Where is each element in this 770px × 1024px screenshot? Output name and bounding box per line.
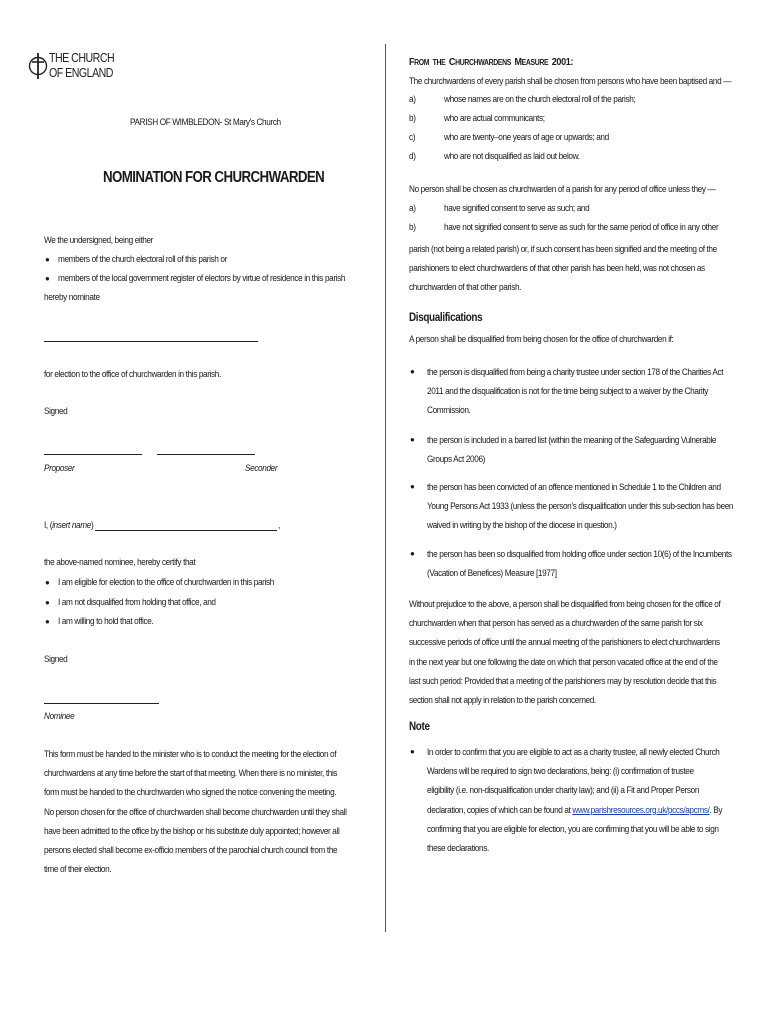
declarant-name-field[interactable] (95, 530, 277, 531)
note-line: In order to confirm that you are eligible to act as a charity trustee, all newly elected Church (427, 747, 720, 758)
church-of-england-logo (28, 50, 138, 86)
paragraph-line: churchwarden when that person has served as a churchwarden of the same parish for six (409, 618, 703, 630)
list-text: whose names are on the church electoral roll of the parish; (444, 94, 636, 105)
item-line: the person has been convicted of an offence mentioned in Schedule 1 to the Children and (427, 482, 721, 493)
footer-line: persons elected shall become ex-officio members of the parochial church council from the (44, 845, 338, 857)
certify-item-3: I am willing to hold that office. (58, 616, 154, 627)
bullet-icon: ● (45, 578, 50, 587)
item-line: 2011 and the disqualification is not for the time being subject to a waiver by the Charity (427, 386, 709, 398)
hereby-nominate: hereby nominate (44, 292, 100, 303)
list-label: c) (409, 132, 416, 143)
nominee-signature-field[interactable] (44, 703, 159, 704)
disqualification-item (427, 478, 733, 536)
footer-line: No person chosen for the office of churchwarden shall become churchwarden until they shall (44, 806, 347, 818)
list-text: who are not disqualified as laid out below. (444, 151, 580, 162)
note-line: Wardens will be required to sign two declarations, being: (i) confirmation of trustee (427, 766, 694, 778)
item-line: the person has been so disqualified from holding office under section 10(6) of the Incumbents (427, 549, 732, 560)
item-line: Groups Act 2006) (427, 454, 486, 466)
paragraph-line: successive periods of office until the annual meeting of the parishioners to elect churchwardens (409, 637, 720, 649)
measure-heading (409, 54, 573, 69)
parish-resources-link[interactable]: www.parishresources.org.uk/pccs/apcms/ (572, 804, 710, 816)
list-label: d) (409, 151, 416, 162)
nominee-name-field[interactable] (44, 341, 258, 342)
certify-item-1: I am eligible for election to the office of churchwarden in this parish (58, 577, 274, 588)
church-cross-icon (28, 52, 48, 80)
heading-part: C (448, 56, 456, 68)
footer-line: have been admitted to the office by the bishop or his substitute duly appointed; however all (44, 825, 340, 837)
paragraph-line: last such period: Provided that a meeting of the parishioners may by resolution decide that this (409, 675, 717, 687)
list-label: a) (409, 203, 416, 214)
note-line (427, 801, 722, 820)
logo-line-2: OF ENGLAND (49, 66, 113, 80)
bullet-icon: ● (410, 482, 415, 491)
insert-name-hint: insert name (52, 520, 91, 531)
disqualification-item (427, 431, 716, 469)
list-label: b) (409, 222, 416, 233)
declaration-name-line (44, 519, 93, 532)
footer-line: This form must be handed to the minister who is to conduct the meeting for the election of (44, 749, 337, 760)
submission-instructions (44, 745, 347, 879)
consent-b-continued (409, 240, 717, 298)
parish-name: PARISH OF WIMBLEDON- St Mary's Church (130, 117, 281, 128)
signed-label: Signed (44, 406, 68, 417)
list-text: who are actual communicants; (444, 113, 545, 124)
certify-text: the above-named nominee, hereby certify that (44, 557, 196, 568)
bullet-icon: ● (45, 274, 50, 283)
list-text: who are twenty–one years of age or upwards; and (444, 132, 609, 143)
bullet-icon: ● (410, 367, 415, 376)
bullet-icon: ● (410, 747, 415, 756)
heading-part: 2001: (551, 56, 574, 68)
heading-part: F (409, 56, 415, 68)
consent-b-line: churchwarden of that other parish. (409, 282, 522, 294)
declaration-suffix: ) (90, 520, 94, 531)
declaration-prefix: I, ( (44, 520, 53, 531)
heading-part: M (514, 56, 522, 68)
bullet-icon: ● (45, 617, 50, 626)
footer-line: churchwardens at any time before the start of that meeting. When there is no minister, this (44, 768, 338, 780)
disqualifications-heading: Disqualifications (409, 312, 483, 324)
item-line: the person is included in a barred list (within the meaning of the Safeguarding Vulnerable (427, 435, 717, 446)
note-line-text: declaration, copies of which can be found at (427, 804, 573, 816)
note-line: confirming that you are eligible for election, you are confirming that you will be able to sign (427, 823, 719, 835)
eligibility-option-1: members of the church electoral roll of this parish or (58, 254, 227, 265)
declaration-comma: , (278, 520, 280, 531)
note-heading: Note (409, 721, 430, 733)
item-line: waived in writing by the bishop of the diocese in question.) (427, 520, 617, 532)
list-label: a) (409, 94, 416, 105)
intro-text: We the undersigned, being either (44, 235, 154, 246)
heading-part: EASURE (521, 58, 549, 67)
form-title: NOMINATION FOR CHURCHWARDEN (103, 169, 325, 186)
disqualifications-intro: A person shall be disqualified from being chosen for the office of churchwarden if: (409, 334, 674, 345)
column-divider (385, 44, 386, 932)
heading-part: THE (432, 58, 446, 67)
note-line: eligibility (i.e. non-disqualification under charity law); and (ii) a Fit and Proper Person (427, 785, 700, 797)
signed-label-2: Signed (44, 654, 68, 665)
footer-line: time of their election. (44, 864, 112, 876)
item-line: Young Persons Act 1933 (unless the person’s disqualification under this sub-section has been (427, 501, 734, 513)
bullet-icon: ● (45, 598, 50, 607)
proposer-signature-field[interactable] (44, 454, 142, 455)
item-line: (Vacation of Benefices) Measure [1977] (427, 568, 557, 580)
eligibility-option-2: members of the local government register of electors by virtue of residence in this parish (58, 273, 346, 284)
paragraph-line: section shall not apply in relation to the parish concerned. (409, 695, 596, 707)
consent-b-line: parishioners to elect churchwardens of that other parish has been held, was not chosen as (409, 263, 705, 275)
seconder-signature-field[interactable] (157, 454, 255, 455)
disqualification-item (427, 363, 723, 421)
heading-part: HURCHWARDENS (455, 58, 511, 67)
chosen-intro: The churchwardens of every parish shall be chosen from persons who have been baptised and — (409, 76, 732, 87)
certify-item-2: I am not disqualified from holding that office, and (58, 597, 216, 608)
item-line: Commission. (427, 405, 471, 417)
list-label: b) (409, 113, 416, 124)
consent-a-text: have signified consent to serve as such; and (444, 203, 590, 214)
proposer-label: Proposer (44, 463, 75, 474)
item-line: the person is disqualified from being a charity trustee under section 178 of the Charities Act (427, 367, 724, 378)
bullet-icon: ● (410, 549, 415, 558)
note-line-text: . By (709, 804, 723, 816)
footer-line: form must be handed to the churchwarden who signed the notice convening the meeting. (44, 787, 337, 799)
heading-part: ROM (414, 58, 430, 67)
no-person-text: No person shall be chosen as churchwarden of a parish for any period of office unless they — (409, 184, 716, 195)
paragraph-line: in the next year but one following the date on which that person vacated office at the end of the (409, 656, 718, 668)
nominee-label: Nominee (44, 711, 75, 722)
note-text (427, 743, 722, 858)
prejudice-paragraph (409, 595, 720, 710)
paragraph-line: Without prejudice to the above, a person shall be disqualified from being chosen for the office of (409, 599, 721, 610)
seconder-label: Seconder (245, 463, 278, 474)
consent-b-line: parish (not being a related parish) or, if such consent has been signified and the meeting of the (409, 244, 717, 255)
disqualification-item (427, 545, 732, 583)
note-line: these declarations. (427, 843, 489, 855)
bullet-icon: ● (45, 255, 50, 264)
consent-b-line: have not signified consent to serve as such for the same period of office in any other (444, 222, 719, 233)
logo-line-1: THE CHURCH (49, 51, 115, 65)
bullet-icon: ● (410, 435, 415, 444)
election-text: for election to the office of churchwarden in this parish. (44, 369, 221, 380)
